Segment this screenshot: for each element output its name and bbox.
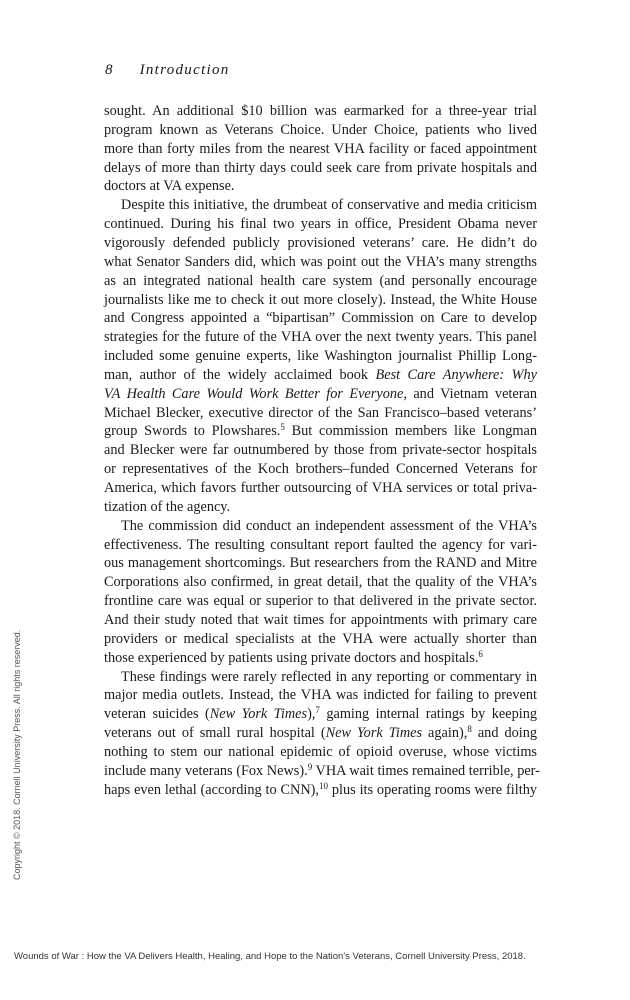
text-line [104,611,537,630]
text-line [104,536,537,555]
text-run: again), [422,725,468,742]
text-run: Michael Blecker, executive director of the San Francisco–based veterans’ [104,404,537,421]
text-run: sought. An additional $10 billion was earmarked for a three-year trial [104,103,537,119]
text-run: delays of more than thirty days could seek care from private hospitals and [104,159,537,176]
text-run: and Congress appointed a “bipartisan” Commission on Care to develop [104,310,537,327]
text-run: strategies for the future of the VHA over the next twenty years. This panel [104,329,537,346]
text-run: more than forty miles from the nearest VHA facility or faced appointment [104,140,537,157]
italic-title: VA Health Care Would Work Better for Everyone [104,385,404,402]
text-line [104,705,537,724]
italic-title: New York Times [209,706,308,723]
text-run: VHA wait times remained terrible, per- [312,762,540,779]
text-line [104,366,537,385]
text-line [104,724,537,743]
text-run: program known as Veterans Choice. Under Choice, patients who lived [104,121,537,138]
copyright-notice: Copyright © 2018. Cornell University Press. All rights reserved. [12,629,22,880]
footnote-ref: 5 [280,422,285,433]
text-run: as an integrated national health care system (and personally encourage [104,272,537,289]
text-line [104,686,537,705]
text-line [104,573,537,592]
text-line [104,781,537,800]
text-line [104,743,537,762]
text-run: Corporations also confirmed, in great detail, that the quality of the VHA’s [104,574,537,591]
text-run: gaming internal ratings by keeping [319,706,538,723]
footnote-ref: 9 [307,761,313,772]
text-run: veterans out of small rural hospital ( [104,725,326,742]
text-line [104,554,537,573]
text-run: include many veterans (Fox News). [104,762,308,779]
text-run: included some genuine experts, like Washington journalist Phillip Long- [104,348,537,365]
text-run: But commission members like Longman [284,423,537,440]
text-run: or representatives of the Koch brothers–funded Concerned Veterans for [104,461,537,478]
text-line [104,215,537,234]
text-line [104,328,537,347]
chapter-title: Introduction [139,62,230,78]
text-line [104,102,537,121]
text-line [104,649,537,668]
text-line [104,498,537,517]
text-run: man, author of the widely acclaimed book [104,366,376,383]
italic-title: Best Care Anywhere: Why [375,366,537,383]
text-line [104,592,537,611]
text-run: journalists like me to check it out more closely). Instead, the White House [104,291,537,308]
text-line [104,177,537,196]
text-run: nothing to stem our national epidemic of opioid overuse, whose victims [104,743,537,760]
text-line [104,385,537,404]
text-run: vigorously defended publicly provisioned veterans’ care. He didn’t do [104,234,537,251]
text-run: veteran suicides ( [104,706,210,723]
text-line [104,460,537,479]
italic-title: New York Times [325,725,423,742]
text-run: those experienced by patients using private doctors and hospitals. [104,649,479,666]
text-run: doctors at VA expense. [104,178,235,195]
text-line [104,253,537,272]
text-run: major media outlets. Instead, the VHA was indicted for failing to prevent [104,687,537,704]
text-run: ous management shortcomings. But researchers from the RAND and Mitre [104,555,537,572]
text-run: These findings were rarely reflected in any reporting or commentary in [121,668,537,685]
text-run: haps even lethal (according to CNN), [104,781,320,798]
text-line [104,291,537,310]
text-line [104,272,537,291]
text-run: continued. During his final two years in office, President Obama never [104,216,537,233]
text-line [104,140,537,159]
text-line [104,159,537,178]
text-line [104,479,537,498]
text-run: and Blecker were far outnumbered by those from private-sector hospitals [104,442,537,459]
text-run: tization of the agency. [104,498,231,515]
text-line [104,309,537,328]
text-line [121,668,537,687]
footnote-ref: 6 [478,648,483,659]
text-run: , and Vietnam veteran [403,385,538,402]
text-run: frontline care was equal or superior to that delivered in the private sector. [104,593,537,610]
text-run: plus its operating rooms were filthy [328,781,537,798]
text-run: what Senator Sanders did, which was point out the VHA’s many strengths [104,253,537,270]
text-line [104,422,537,441]
text-line [104,404,537,423]
text-line [104,441,537,460]
text-run: effectiveness. The resulting consultant report faulted the agency for vari- [104,536,537,553]
text-run: The commission did conduct an independent assessment of the VHA’s [121,517,537,534]
footnote-ref: 10 [319,780,329,791]
footnote-ref: 7 [315,705,320,716]
text-line [104,234,537,253]
text-run: providers or medical specialists at the VHA were actually shorter than [104,630,537,647]
text-line [121,196,537,215]
text-run: and doing [471,725,538,742]
text-run: America, which favors further outsourcing of VHA services or total priva- [104,480,537,496]
text-run: ), [307,706,316,723]
running-header [105,62,230,79]
text-line [104,121,537,140]
page-number: 8 [105,62,113,78]
footnote-ref: 8 [467,724,472,735]
text-run: Despite this initiative, the drumbeat of conservative and media criticism [121,197,537,214]
book-citation-footer: Wounds of War : How the VA Delivers Health, Healing, and Hope to the Nation's Veterans, Cornell University Press, 2018. [14,951,526,962]
text-run: And their study noted that wait times for appointments with primary care [104,611,537,628]
text-line [104,630,537,649]
text-line [104,347,537,366]
text-run: group Swords to Plowshares. [104,423,281,440]
text-line [104,761,540,781]
text-line [121,517,537,536]
